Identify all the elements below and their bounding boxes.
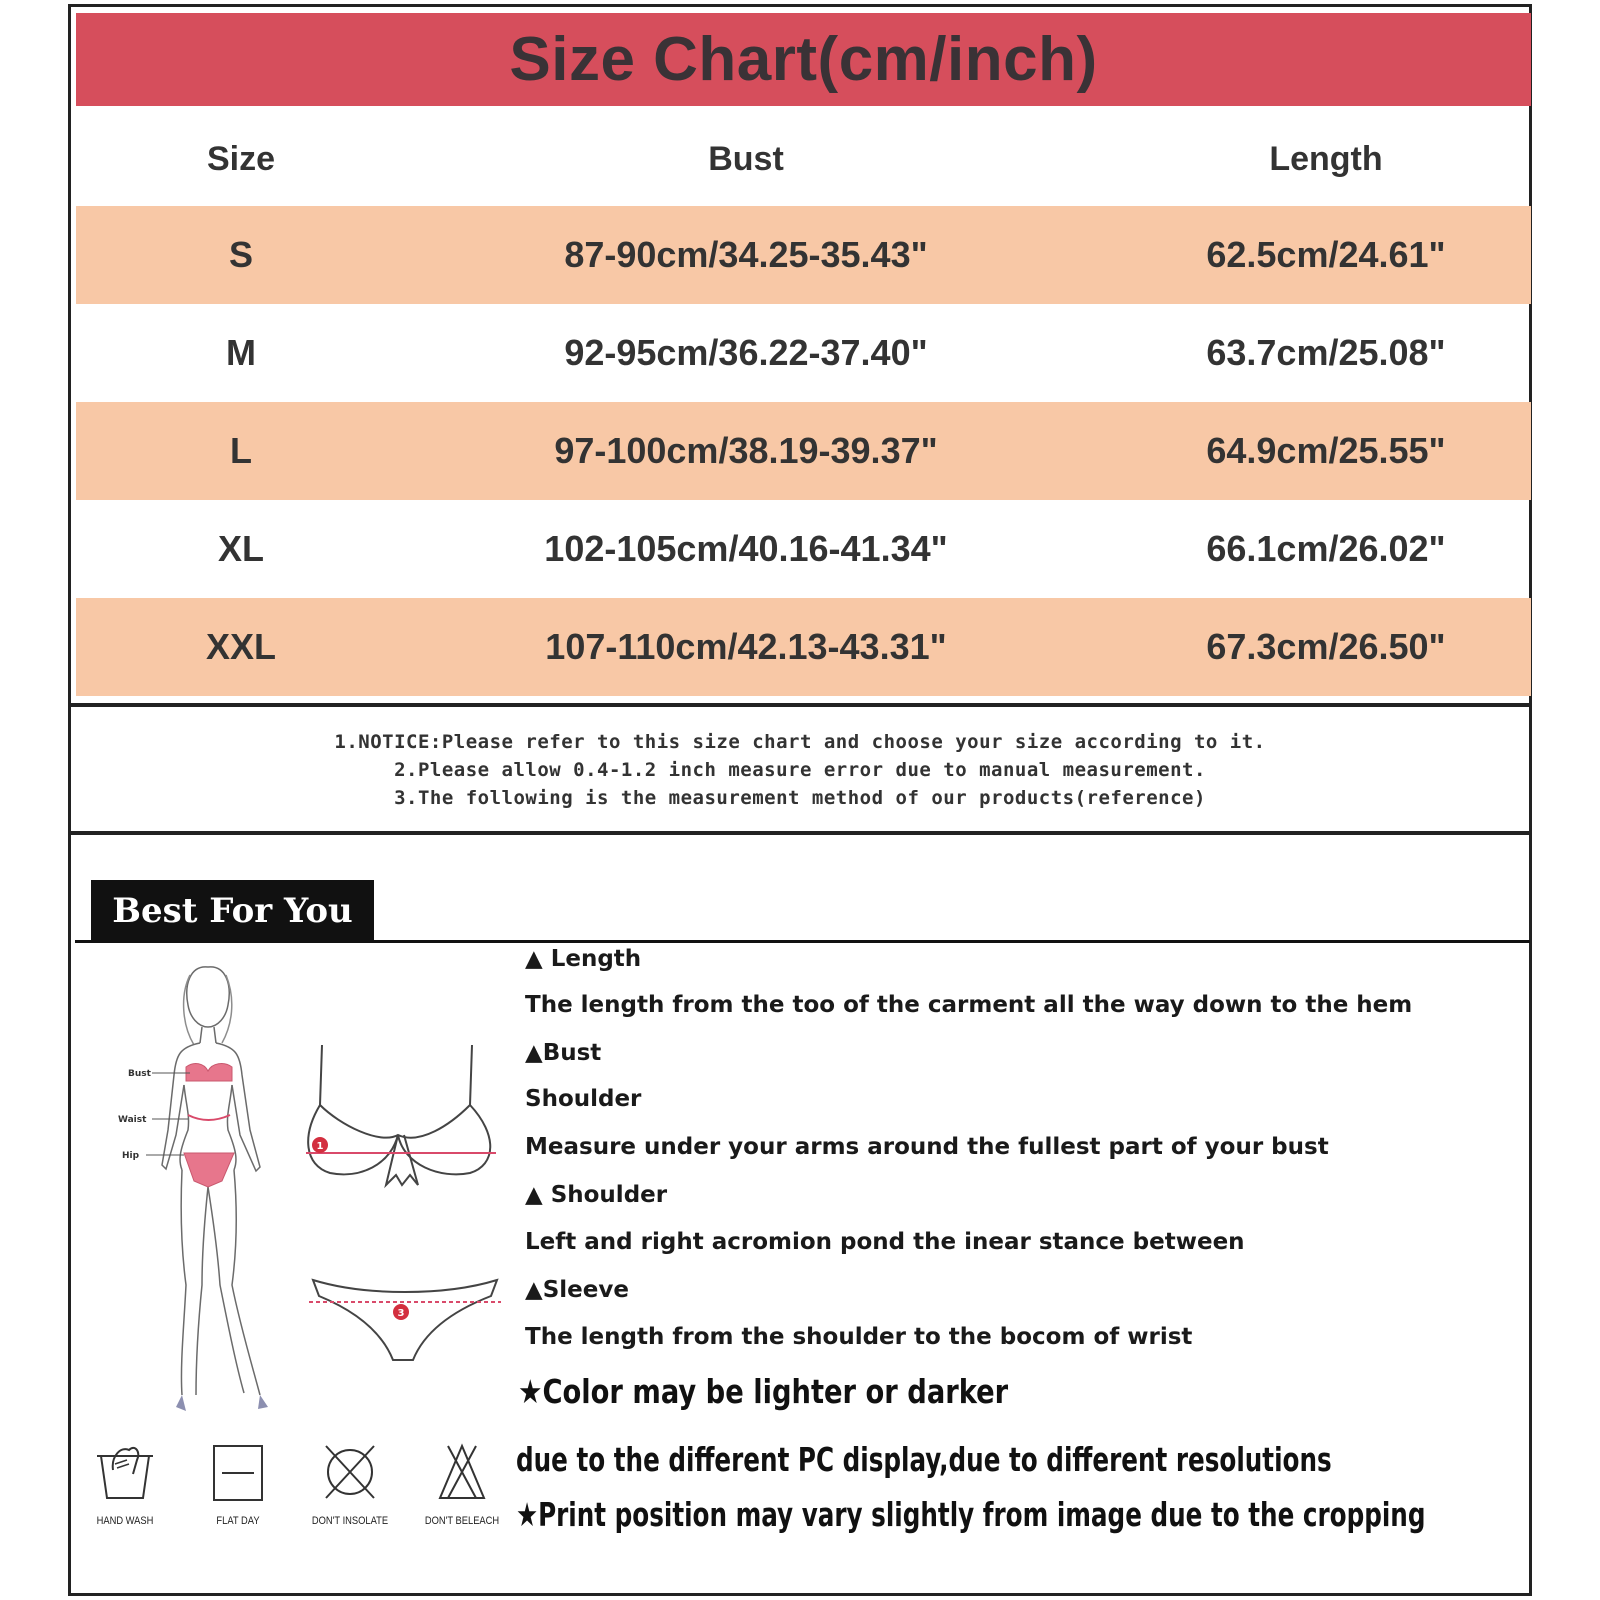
cell-bust: 107-110cm/42.13-43.31" xyxy=(545,626,947,667)
flat-dry-icon xyxy=(206,1440,270,1504)
care-item-do-not-insolate xyxy=(305,1440,395,1527)
care-item-flat-dry xyxy=(193,1440,283,1527)
measure-heading-shoulder: ▲ Shoulder xyxy=(525,1182,668,1208)
care-item-hand-wash xyxy=(80,1440,170,1527)
measure-text-length: The length from the too of the carment all the way down to the hem xyxy=(525,992,1413,1018)
bra-sketch-illustration xyxy=(300,1035,505,1215)
disclaimer-color: ★Color may be lighter or darker xyxy=(518,1372,1009,1411)
table-row xyxy=(76,500,1531,598)
cell-bust: 92-95cm/36.22-37.40" xyxy=(564,332,928,373)
table-row xyxy=(76,304,1531,402)
model-figure-illustration xyxy=(110,955,300,1415)
measure-text-shoulder: Left and right acromion pond the inear stance between xyxy=(525,1229,1245,1255)
page-title: Size Chart(cm/inch) xyxy=(509,25,1098,94)
cell-length: 62.5cm/24.61" xyxy=(1206,234,1446,275)
cell-bust: 102-105cm/40.16-41.34" xyxy=(544,528,948,569)
do-not-insolate-label: DON'T INSOLATE xyxy=(311,1515,389,1527)
table-row xyxy=(76,402,1531,500)
measure-heading-length: ▲ Length xyxy=(525,946,642,972)
disclaimer-print-position: ★Print position may vary slightly from image due to the cropping xyxy=(516,1495,1426,1534)
cell-size: S xyxy=(228,234,253,275)
cell-length: 64.9cm/25.55" xyxy=(1206,430,1446,471)
best-for-you-heading: Best For You xyxy=(112,891,353,931)
header-length: Length xyxy=(1269,139,1383,178)
hand-wash-icon xyxy=(93,1440,157,1504)
disclaimer-display: due to the different PC display,due to different resolutions xyxy=(516,1440,1332,1479)
figure-label-bust: Bust xyxy=(128,1069,151,1079)
note-line: 1.NOTICE:Please refer to this size chart and choose your size according to it. xyxy=(334,731,1266,753)
figure-label-hip: Hip xyxy=(122,1151,140,1161)
cell-length: 67.3cm/26.50" xyxy=(1206,626,1446,667)
cell-size: L xyxy=(230,430,252,471)
title-bar xyxy=(76,13,1531,106)
cell-length: 63.7cm/25.08" xyxy=(1206,332,1446,373)
measure-text-bust: Measure under your arms around the fullest part of your bust xyxy=(525,1134,1329,1160)
best-for-you-tab xyxy=(91,880,374,942)
do-not-bleach-label: DON'T BELEACH xyxy=(424,1515,500,1527)
do-not-insolate-icon xyxy=(318,1440,382,1504)
measure-heading-bust: ▲Bust xyxy=(525,1040,602,1066)
marker-1-label: 1 xyxy=(316,1141,324,1152)
care-item-do-not-bleach xyxy=(417,1440,507,1527)
hand-wash-label: HAND WASH xyxy=(96,1515,154,1527)
table-row xyxy=(76,598,1531,696)
header-size: Size xyxy=(206,139,276,178)
cell-bust: 97-100cm/38.19-39.37" xyxy=(554,430,938,471)
table-row xyxy=(76,206,1531,304)
flat-dry-label: FLAT DAY xyxy=(216,1515,260,1527)
cell-size: M xyxy=(226,332,256,373)
note-line: 2.Please allow 0.4-1.2 inch measure error due to manual measurement. xyxy=(394,759,1206,781)
header-bust: Bust xyxy=(708,139,784,178)
section-divider xyxy=(75,940,1530,943)
cell-size: XL xyxy=(217,528,264,569)
measure-text-sleeve: The length from the shoulder to the bocom of wrist xyxy=(525,1324,1193,1350)
measure-heading-sleeve: ▲Sleeve xyxy=(525,1277,629,1303)
marker-3-label: 3 xyxy=(397,1308,405,1319)
do-not-bleach-icon xyxy=(430,1440,494,1504)
table-header-row xyxy=(76,110,1531,208)
note-line: 3.The following is the measurement method of our products(reference) xyxy=(394,787,1206,809)
notes-block xyxy=(68,728,1532,812)
measure-subheading-shoulder: Shoulder xyxy=(525,1086,642,1112)
cell-size: XXL xyxy=(205,626,276,667)
panty-sketch-illustration xyxy=(305,1270,505,1365)
cell-bust: 87-90cm/34.25-35.43" xyxy=(564,234,928,275)
cell-length: 66.1cm/26.02" xyxy=(1206,528,1446,569)
figure-label-waist: Waist xyxy=(118,1115,147,1125)
